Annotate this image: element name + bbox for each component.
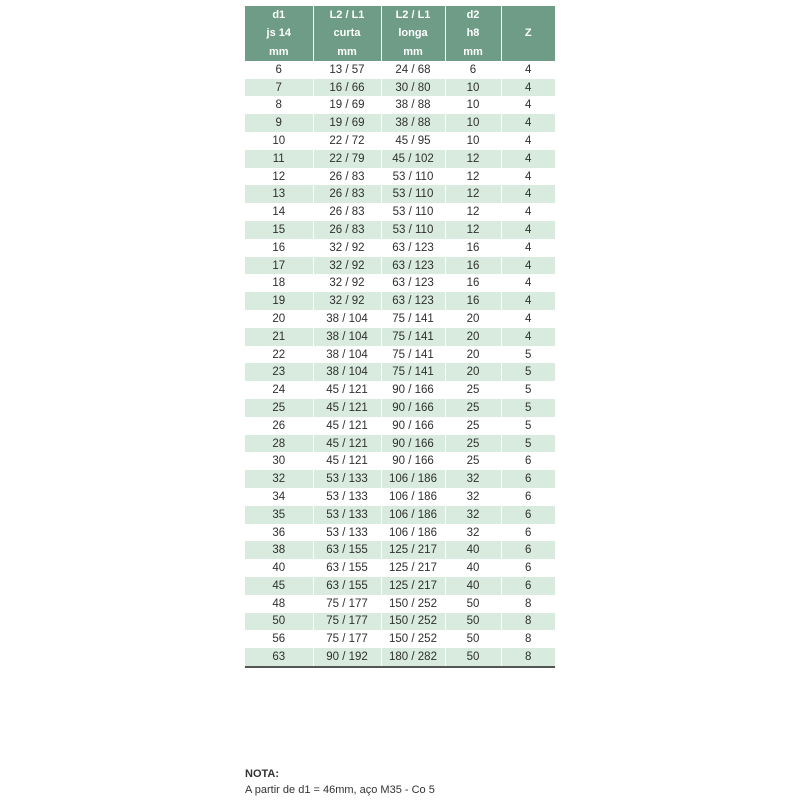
table-cell: 53 / 110 [381, 203, 445, 221]
table-cell: 75 / 177 [313, 613, 381, 631]
table-cell: 38 / 88 [381, 114, 445, 132]
table-cell: 10 [445, 96, 501, 114]
table-cell: 63 / 155 [313, 541, 381, 559]
table-cell: 19 / 69 [313, 114, 381, 132]
table-row [245, 506, 555, 524]
table-cell: 30 / 80 [381, 79, 445, 97]
table-cell: 45 [245, 577, 313, 595]
table-cell: 16 [445, 257, 501, 275]
table-cell: 10 [445, 132, 501, 150]
table-cell: 6 [445, 61, 501, 79]
table-cell: 16 [245, 239, 313, 257]
table-row [245, 168, 555, 186]
table-cell: 19 [245, 292, 313, 310]
column-header-line: d2 [466, 9, 480, 21]
table-row [245, 96, 555, 114]
table-cell: 90 / 166 [381, 417, 445, 435]
table-cell: 32 / 92 [313, 292, 381, 310]
table-cell: 10 [445, 79, 501, 97]
column-header-line: L2 / L1 [395, 9, 431, 21]
column-header-line: mm [268, 45, 289, 58]
table-cell: 25 [445, 399, 501, 417]
table-row [245, 435, 555, 453]
table-cell: 8 [501, 630, 555, 648]
table-cell: 24 / 68 [381, 61, 445, 79]
table-cell: 63 / 123 [381, 239, 445, 257]
table-cell: 7 [245, 79, 313, 97]
table-cell: 4 [501, 79, 555, 97]
table-cell: 5 [501, 399, 555, 417]
table-cell: 75 / 177 [313, 630, 381, 648]
dimensions-table [245, 6, 555, 668]
table-cell: 22 / 79 [313, 150, 381, 168]
table-cell: 4 [501, 274, 555, 292]
table-cell: 10 [445, 114, 501, 132]
column-header-3 [445, 6, 501, 61]
table-cell: 75 / 141 [381, 310, 445, 328]
column-header-line: longa [398, 27, 428, 40]
table-cell: 125 / 217 [381, 541, 445, 559]
table-cell: 40 [445, 577, 501, 595]
table-cell: 150 / 252 [381, 613, 445, 631]
table-cell: 22 / 72 [313, 132, 381, 150]
table-cell: 32 [445, 524, 501, 542]
table-cell: 6 [501, 452, 555, 470]
table-cell: 13 [245, 185, 313, 203]
table-cell: 4 [501, 61, 555, 79]
table-cell: 50 [445, 630, 501, 648]
table-cell: 6 [501, 541, 555, 559]
table-cell: 45 / 95 [381, 132, 445, 150]
table-row [245, 292, 555, 310]
table-cell: 63 [245, 648, 313, 667]
table-cell: 12 [445, 168, 501, 186]
table-row [245, 577, 555, 595]
column-header-line: h8 [466, 27, 480, 40]
table-cell: 4 [501, 96, 555, 114]
table-cell: 45 / 121 [313, 381, 381, 399]
column-header-line: mm [403, 45, 423, 58]
table-cell: 150 / 252 [381, 595, 445, 613]
column-header-line: curta [333, 27, 361, 40]
table-cell: 38 / 104 [313, 363, 381, 381]
table-cell: 5 [501, 381, 555, 399]
table-cell: 90 / 166 [381, 381, 445, 399]
table-cell: 45 / 121 [313, 435, 381, 453]
table-cell: 32 / 92 [313, 274, 381, 292]
table-cell: 125 / 217 [381, 559, 445, 577]
table-row [245, 61, 555, 79]
table-cell: 4 [501, 185, 555, 203]
column-header-1 [313, 6, 381, 61]
table-cell: 12 [445, 221, 501, 239]
table-cell: 26 / 83 [313, 168, 381, 186]
table-cell: 50 [245, 613, 313, 631]
column-header-line: Z [524, 27, 532, 40]
table-cell: 4 [501, 203, 555, 221]
table-cell: 21 [245, 328, 313, 346]
table-row [245, 595, 555, 613]
table-cell: 20 [445, 310, 501, 328]
table-cell: 9 [245, 114, 313, 132]
table-cell: 10 [245, 132, 313, 150]
table-row [245, 648, 555, 667]
table-cell: 45 / 121 [313, 417, 381, 435]
table-cell: 40 [245, 559, 313, 577]
table-cell: 32 [245, 470, 313, 488]
table-cell: 12 [445, 203, 501, 221]
table-cell: 11 [245, 150, 313, 168]
table-cell: 4 [501, 221, 555, 239]
table-cell: 90 / 192 [313, 648, 381, 667]
table-row [245, 203, 555, 221]
table-cell: 20 [445, 346, 501, 364]
table-cell: 50 [445, 595, 501, 613]
table-cell: 90 / 166 [381, 435, 445, 453]
table-row [245, 630, 555, 648]
table-cell: 63 / 123 [381, 257, 445, 275]
table-cell: 14 [245, 203, 313, 221]
table-cell: 4 [501, 239, 555, 257]
table-cell: 150 / 252 [381, 630, 445, 648]
table-cell: 53 / 110 [381, 221, 445, 239]
table-body [245, 61, 555, 667]
table-row [245, 185, 555, 203]
column-header-0 [245, 6, 313, 61]
table-cell: 4 [501, 132, 555, 150]
table-cell: 8 [501, 648, 555, 667]
table-cell: 45 / 121 [313, 452, 381, 470]
column-header-line: mm [337, 45, 357, 58]
table-cell: 16 [445, 274, 501, 292]
table-cell: 12 [445, 185, 501, 203]
table-cell: 19 / 69 [313, 96, 381, 114]
table-cell: 6 [501, 488, 555, 506]
table-cell: 40 [445, 541, 501, 559]
table-cell: 56 [245, 630, 313, 648]
note-block [245, 766, 435, 798]
table-cell: 32 [445, 506, 501, 524]
table-cell: 180 / 282 [381, 648, 445, 667]
table-cell: 4 [501, 292, 555, 310]
table-cell: 53 / 133 [313, 470, 381, 488]
table-row [245, 132, 555, 150]
table-cell: 32 / 92 [313, 257, 381, 275]
table-cell: 8 [501, 595, 555, 613]
table-cell: 25 [445, 417, 501, 435]
table-cell: 8 [245, 96, 313, 114]
table-row [245, 274, 555, 292]
table-row [245, 524, 555, 542]
table-cell: 106 / 186 [381, 488, 445, 506]
table-header-row [245, 6, 555, 61]
table-cell: 25 [445, 381, 501, 399]
table-cell: 5 [501, 346, 555, 364]
note-text: A partir de d1 = 46mm, aço M35 - Co 5 [245, 784, 435, 796]
table-cell: 106 / 186 [381, 470, 445, 488]
table-cell: 38 / 88 [381, 96, 445, 114]
table-row [245, 417, 555, 435]
table-cell: 24 [245, 381, 313, 399]
table-cell: 75 / 177 [313, 595, 381, 613]
table-cell: 5 [501, 435, 555, 453]
table-row [245, 559, 555, 577]
table-row [245, 150, 555, 168]
table-cell: 106 / 186 [381, 506, 445, 524]
column-header-line: js 14 [266, 27, 291, 40]
table-cell: 6 [501, 470, 555, 488]
table-row [245, 541, 555, 559]
table-cell: 90 / 166 [381, 399, 445, 417]
table-cell: 48 [245, 595, 313, 613]
table-cell: 15 [245, 221, 313, 239]
table-cell: 4 [501, 150, 555, 168]
table-cell: 36 [245, 524, 313, 542]
table-cell: 53 / 110 [381, 185, 445, 203]
table-cell: 28 [245, 435, 313, 453]
table-cell: 30 [245, 452, 313, 470]
note-title: NOTA: [245, 768, 280, 780]
table-cell: 63 / 155 [313, 559, 381, 577]
table-cell: 38 / 104 [313, 328, 381, 346]
table-cell: 6 [245, 61, 313, 79]
table-cell: 20 [445, 363, 501, 381]
table-cell: 8 [501, 613, 555, 631]
table-cell: 106 / 186 [381, 524, 445, 542]
table-cell: 5 [501, 417, 555, 435]
table-cell: 50 [445, 613, 501, 631]
table-row [245, 221, 555, 239]
column-header-line: d1 [272, 9, 286, 21]
table-cell: 6 [501, 524, 555, 542]
table-cell: 6 [501, 577, 555, 595]
table-cell: 75 / 141 [381, 346, 445, 364]
table-cell: 53 / 133 [313, 506, 381, 524]
table-cell: 63 / 123 [381, 292, 445, 310]
table-cell: 25 [245, 399, 313, 417]
table-cell: 20 [445, 328, 501, 346]
table-row [245, 452, 555, 470]
table-row [245, 346, 555, 364]
table-cell: 26 / 83 [313, 221, 381, 239]
table-row [245, 257, 555, 275]
table-cell: 50 [445, 648, 501, 667]
table-row [245, 470, 555, 488]
table-cell: 75 / 141 [381, 328, 445, 346]
column-header-line: L2 / L1 [329, 9, 365, 21]
column-header-line: mm [463, 45, 483, 58]
table-cell: 26 / 83 [313, 185, 381, 203]
table-row [245, 381, 555, 399]
table-row [245, 79, 555, 97]
table-cell: 16 [445, 292, 501, 310]
table-cell: 16 [445, 239, 501, 257]
table-cell: 45 / 102 [381, 150, 445, 168]
table-cell: 25 [445, 435, 501, 453]
table-cell: 34 [245, 488, 313, 506]
table-cell: 53 / 133 [313, 488, 381, 506]
table-cell: 17 [245, 257, 313, 275]
table-cell: 22 [245, 346, 313, 364]
table-cell: 45 / 121 [313, 399, 381, 417]
table-row [245, 488, 555, 506]
table-cell: 38 [245, 541, 313, 559]
table-cell: 4 [501, 310, 555, 328]
table-cell: 5 [501, 363, 555, 381]
table-cell: 4 [501, 168, 555, 186]
table-row [245, 363, 555, 381]
table-cell: 125 / 217 [381, 577, 445, 595]
table-row [245, 114, 555, 132]
table-cell: 32 / 92 [313, 239, 381, 257]
table-cell: 35 [245, 506, 313, 524]
table-cell: 32 [445, 470, 501, 488]
table-cell: 26 [245, 417, 313, 435]
table-cell: 12 [445, 150, 501, 168]
table-cell: 4 [501, 328, 555, 346]
table-cell: 32 [445, 488, 501, 506]
table-row [245, 613, 555, 631]
table-cell: 16 / 66 [313, 79, 381, 97]
table-cell: 38 / 104 [313, 310, 381, 328]
table-cell: 12 [245, 168, 313, 186]
table-cell: 23 [245, 363, 313, 381]
table-cell: 53 / 110 [381, 168, 445, 186]
table-cell: 75 / 141 [381, 363, 445, 381]
table-cell: 4 [501, 257, 555, 275]
table-cell: 63 / 123 [381, 274, 445, 292]
table-cell: 40 [445, 559, 501, 577]
table-row [245, 328, 555, 346]
table-cell: 53 / 133 [313, 524, 381, 542]
column-header-4 [501, 6, 555, 61]
table-cell: 63 / 155 [313, 577, 381, 595]
table-row [245, 399, 555, 417]
table-row [245, 310, 555, 328]
table-cell: 90 / 166 [381, 452, 445, 470]
table-cell: 25 [445, 452, 501, 470]
column-header-2 [381, 6, 445, 61]
table-cell: 6 [501, 506, 555, 524]
table-cell: 20 [245, 310, 313, 328]
table-row [245, 239, 555, 257]
table-cell: 4 [501, 114, 555, 132]
table-cell: 18 [245, 274, 313, 292]
table-cell: 38 / 104 [313, 346, 381, 364]
table-cell: 6 [501, 559, 555, 577]
table-cell: 26 / 83 [313, 203, 381, 221]
table-cell: 13 / 57 [313, 61, 381, 79]
